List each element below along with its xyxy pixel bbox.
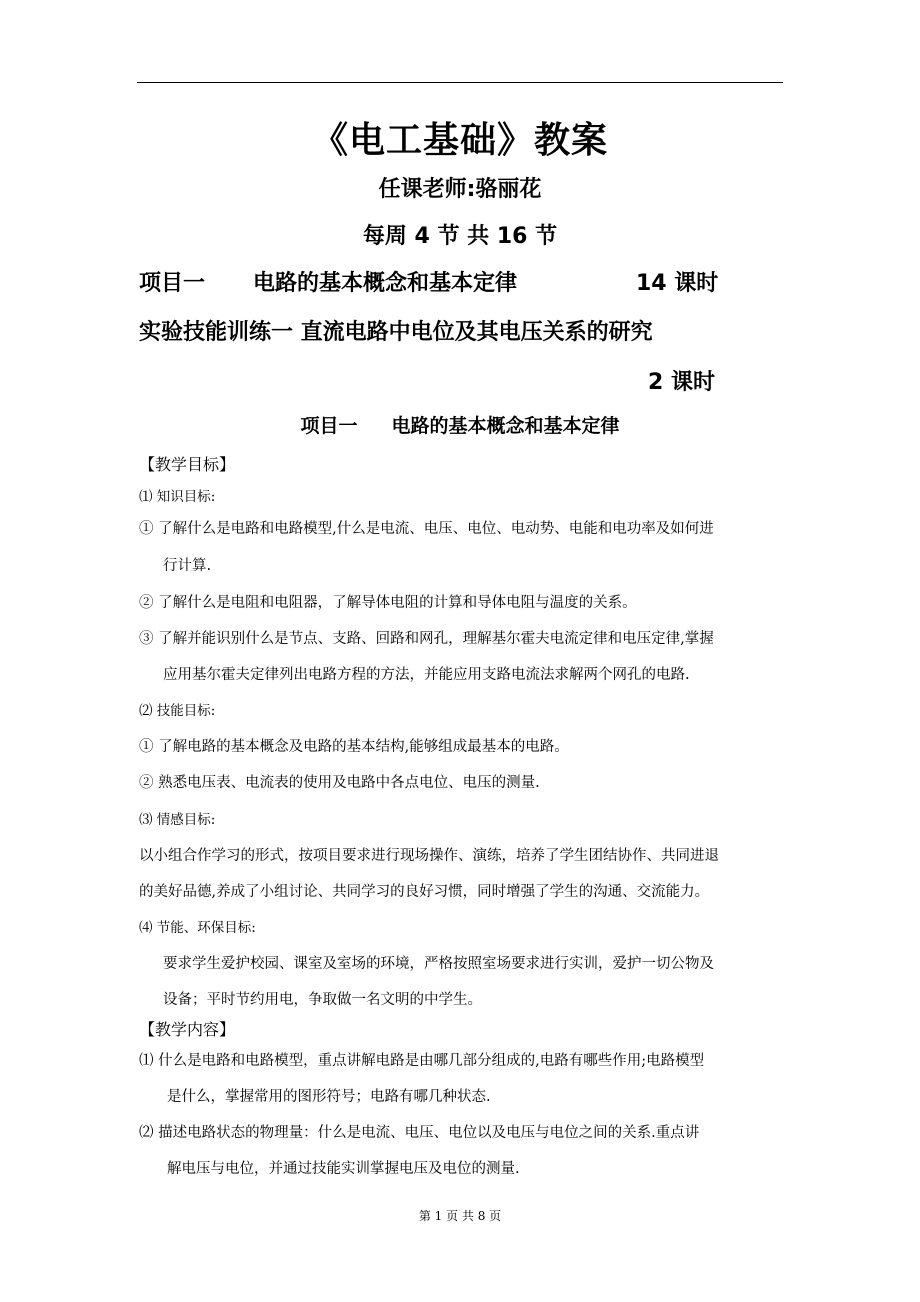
item-text: 什么是电路和电路模型，重点讲解电路是由哪几部分组成的,电路有哪些作用;电路模型 bbox=[158, 1053, 705, 1069]
schedule-line: 每周 4 节 共 16 节 bbox=[362, 224, 558, 249]
skills-label: ⑵ 技能目标: bbox=[139, 703, 216, 719]
lab-name: 实验技能训练一 直流电路中电位及其电压关系的研究 bbox=[139, 320, 653, 345]
emotion-text-1: 以小组合作学习的形式，按项目要求进行现场操作、演练，培养了学生团结协作、共同进退 bbox=[139, 848, 719, 864]
emotion-text-2: 的美好品德,养成了小组讨论、共同学习的良好习惯，同时增强了学生的沟通、交流能力。 bbox=[139, 884, 710, 900]
environment-text-1: 要求学生爱护校园、课室及室场的环境，严格按照室场要求进行实训，爱护一切公物及 bbox=[163, 956, 714, 972]
knowledge-label: ⑴ 知识目标: bbox=[139, 489, 216, 505]
skills-item-2 bbox=[139, 771, 540, 792]
section-title-name: 电路的基本概念和基本定律 bbox=[391, 415, 620, 437]
item-marker: ① bbox=[139, 739, 154, 755]
environment-label: ⑷ 节能、环保目标: bbox=[139, 920, 256, 936]
page-footer: 第 1 页 共 8 页 bbox=[418, 1209, 502, 1223]
item-marker: ③ bbox=[139, 631, 154, 647]
emotion-label: ⑶ 情感目标: bbox=[139, 812, 216, 828]
section-title bbox=[0, 411, 920, 438]
project-hours: 14 课时 bbox=[636, 271, 719, 296]
knowledge-item-2 bbox=[139, 591, 637, 612]
item-text: 描述电路状态的物理量：什么是电流、电压、电位以及电压与电位之间的关系.重点讲 bbox=[158, 1125, 700, 1141]
section-title-label: 项目一 bbox=[300, 415, 358, 437]
lab-hours: 2 课时 bbox=[648, 370, 715, 395]
knowledge-item-1-cont: 行计算. bbox=[163, 558, 212, 574]
environment-text-2: 设备；平时节约用电，争取做一名文明的中学生。 bbox=[163, 992, 482, 1008]
content-item-1 bbox=[139, 1049, 704, 1070]
content-item-2-cont: 解电压与电位，并通过技能实训掌握电压及电位的测量. bbox=[167, 1161, 520, 1177]
objectives-heading: 【教学目标】 bbox=[139, 455, 236, 474]
content-heading: 【教学内容】 bbox=[139, 1020, 236, 1039]
knowledge-item-1 bbox=[139, 517, 714, 538]
teacher-line: 任课老师:骆丽花 bbox=[378, 177, 542, 202]
item-marker: ② bbox=[139, 775, 154, 791]
skills-item-1 bbox=[139, 735, 569, 756]
item-text: 了解什么是电阻和电阻器，了解导体电阻的计算和导体电阻与温度的关系。 bbox=[158, 595, 637, 611]
item-marker: ⑴ bbox=[139, 1053, 154, 1069]
content-item-2 bbox=[139, 1121, 699, 1142]
item-text: 了解什么是电路和电路模型,什么是电流、电压、电位、电动势、电能和电功率及如何进 bbox=[158, 521, 714, 537]
item-marker: ⑵ bbox=[139, 1125, 154, 1141]
project-name: 电路的基本概念和基本定律 bbox=[253, 271, 518, 296]
document-title: 《电工基础》教案 bbox=[311, 120, 608, 161]
knowledge-item-3-cont: 应用基尔霍夫定律列出电路方程的方法，并能应用支路电流法求解两个网孔的电路. bbox=[163, 667, 690, 683]
item-marker: ① bbox=[139, 521, 154, 537]
item-text: 了解电路的基本概念及电路的基本结构,能够组成最基本的电路。 bbox=[158, 739, 569, 755]
project-label: 项目一 bbox=[139, 271, 206, 296]
content-item-1-cont: 是什么，掌握常用的图形符号；电路有哪几种状态. bbox=[167, 1089, 491, 1105]
item-marker: ② bbox=[139, 595, 154, 611]
knowledge-item-3 bbox=[139, 627, 714, 648]
item-text: 熟悉电压表、电流表的使用及电路中各点电位、电压的测量. bbox=[158, 775, 540, 791]
item-text: 了解并能识别什么是节点、支路、回路和网孔，理解基尔霍夫电流定律和电压定律,掌握 bbox=[158, 631, 714, 647]
header-rule bbox=[137, 82, 783, 83]
